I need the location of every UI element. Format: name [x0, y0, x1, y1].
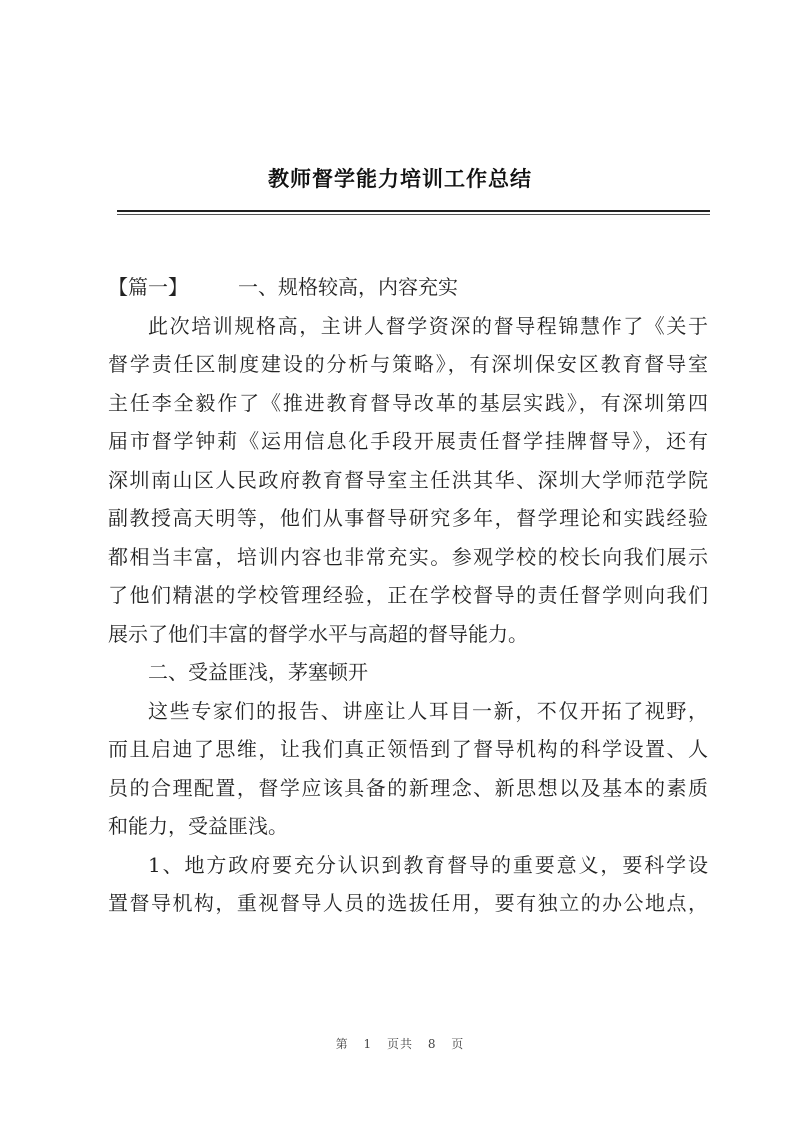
body-line-1 — [108, 268, 708, 307]
document-title: 教师督学能力培训工作总结 — [268, 167, 532, 191]
body-line-14: 员的合理配置，督学应该具备的新理念、新思想以及基本的素质 — [108, 775, 708, 800]
footer-middle: 页共 — [386, 1037, 413, 1051]
body-line-15: 和能力，受益匪浅。 — [108, 814, 288, 838]
document-body — [108, 268, 708, 923]
body-line-2: 此次培训规格高，主讲人督学资深的督导程锦慧作了《关于 — [148, 313, 708, 338]
body-line-13: 而且启迪了思维，让我们真正领悟到了督导机构的科学设置、人 — [108, 737, 708, 761]
page-footer — [0, 1035, 800, 1052]
heading-1: 一、规格较高，内容充实 — [238, 275, 458, 299]
body-line-3: 督学责任区制度建设的分析与策略》，有深圳保安区教育督导室 — [108, 352, 708, 376]
body-line-5: 届市督学钟莉《运用信息化手段开展责任督学挂牌督导》，还有 — [108, 429, 708, 453]
footer-page-number: 1 — [363, 1037, 373, 1051]
body-line-4: 主任李全毅作了《推进教育督导改革的基层实践》，有深圳第四 — [108, 390, 708, 415]
body-line-12: 这些专家们的报告、讲座让人耳目一新，不仅开拓了视野， — [148, 698, 708, 723]
body-line-10: 展示了他们丰富的督学水平与高超的督导能力。 — [108, 621, 528, 646]
title-rule-thin — [117, 214, 710, 215]
footer-prefix: 第 — [335, 1037, 349, 1051]
body-line-17: 置督导机构，重视督导人员的选拔任用，要有独立的办公地点， — [108, 891, 708, 915]
section-tag: 【篇一】 — [108, 275, 188, 299]
title-rule-thick — [117, 210, 710, 212]
body-line-16: 1、地方政府要充分认识到教育督导的重要意义，要科学设 — [148, 852, 708, 877]
body-line-7: 副教授高天明等，他们从事督导研究多年，督学理论和实践经验 — [108, 506, 708, 530]
footer-total-pages: 8 — [427, 1037, 437, 1051]
footer-suffix: 页 — [451, 1037, 465, 1051]
heading-2: 二、受益匪浅，茅塞顿开 — [148, 660, 368, 684]
body-line-9: 了他们精湛的学校管理经验，正在学校督导的责任督学则向我们 — [108, 583, 708, 607]
body-line-6: 深圳南山区人民政府教育督导室主任洪其华、深圳大学师范学院 — [108, 467, 708, 492]
body-line-8: 都相当丰富，培训内容也非常充实。参观学校的校长向我们展示 — [108, 544, 708, 569]
